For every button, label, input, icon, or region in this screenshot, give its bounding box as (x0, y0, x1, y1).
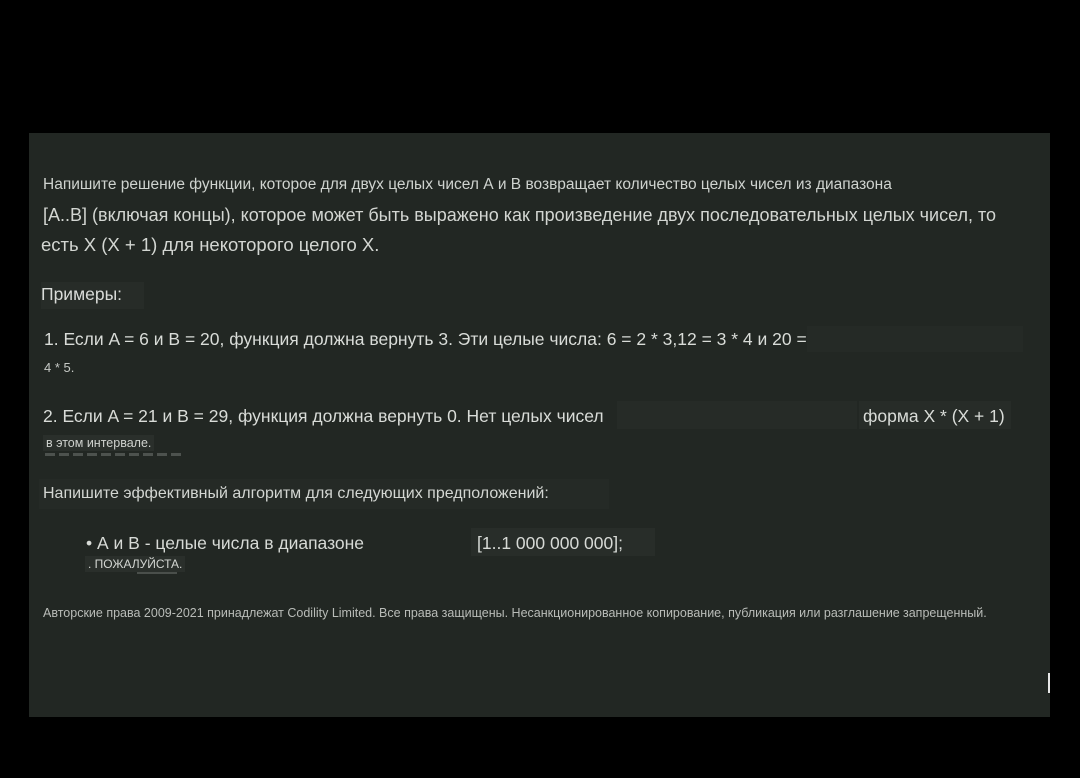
examples-heading: Примеры: (41, 282, 144, 309)
example2-continuation: в этом интервале. (43, 435, 154, 451)
problem-intro-line1: Напишите решение функции, которое для двух целых чисел А и В возвращает количество целых чисел из диапазона (43, 176, 892, 193)
example2-text: 2. Если A = 21 и B = 29, функция должна вернуть 0. Нет целых чисел (43, 406, 604, 426)
example1-continuation: 4 * 5. (44, 360, 75, 375)
copyright-overlay-text: запрещенный. (903, 606, 987, 620)
problem-intro-line2: [A..B] (включая концы), которое может быть выражено как произведение двух последовательных целых чисел, то (43, 205, 997, 225)
example1-highlight (807, 326, 1023, 352)
example2-gap-highlight (617, 401, 857, 429)
copyright-text: Авторские права 2009-2021 принадлежат Codility Limited. Все права защищены. Несанкционированное копирование, публикация или разглашение (43, 606, 900, 620)
assumption-range: [1..1 000 000 000]; (477, 533, 623, 553)
note-underline (137, 572, 177, 574)
assumption-bullet: • А и B - целые числа в диапазоне (86, 533, 365, 553)
task-description-panel (29, 133, 1050, 717)
example1-text: 1. Если A = 6 и B = 20, функция должна вернуть 3. Эти целые числа: 6 = 2 * 3,12 = 3 * 4 и 20 = (44, 329, 807, 349)
text-cursor (1048, 673, 1050, 693)
example2-formula: форма X * (X + 1) (863, 406, 1005, 426)
problem-intro-line3: есть X (X + 1) для некоторого целого X. (41, 234, 380, 255)
assumption-note: . ПОЖАЛУЙСТА. (85, 556, 185, 572)
example2-divider (45, 453, 185, 456)
assumptions-heading: Напишите эффективный алгоритм для следующих предположений: (43, 485, 549, 502)
